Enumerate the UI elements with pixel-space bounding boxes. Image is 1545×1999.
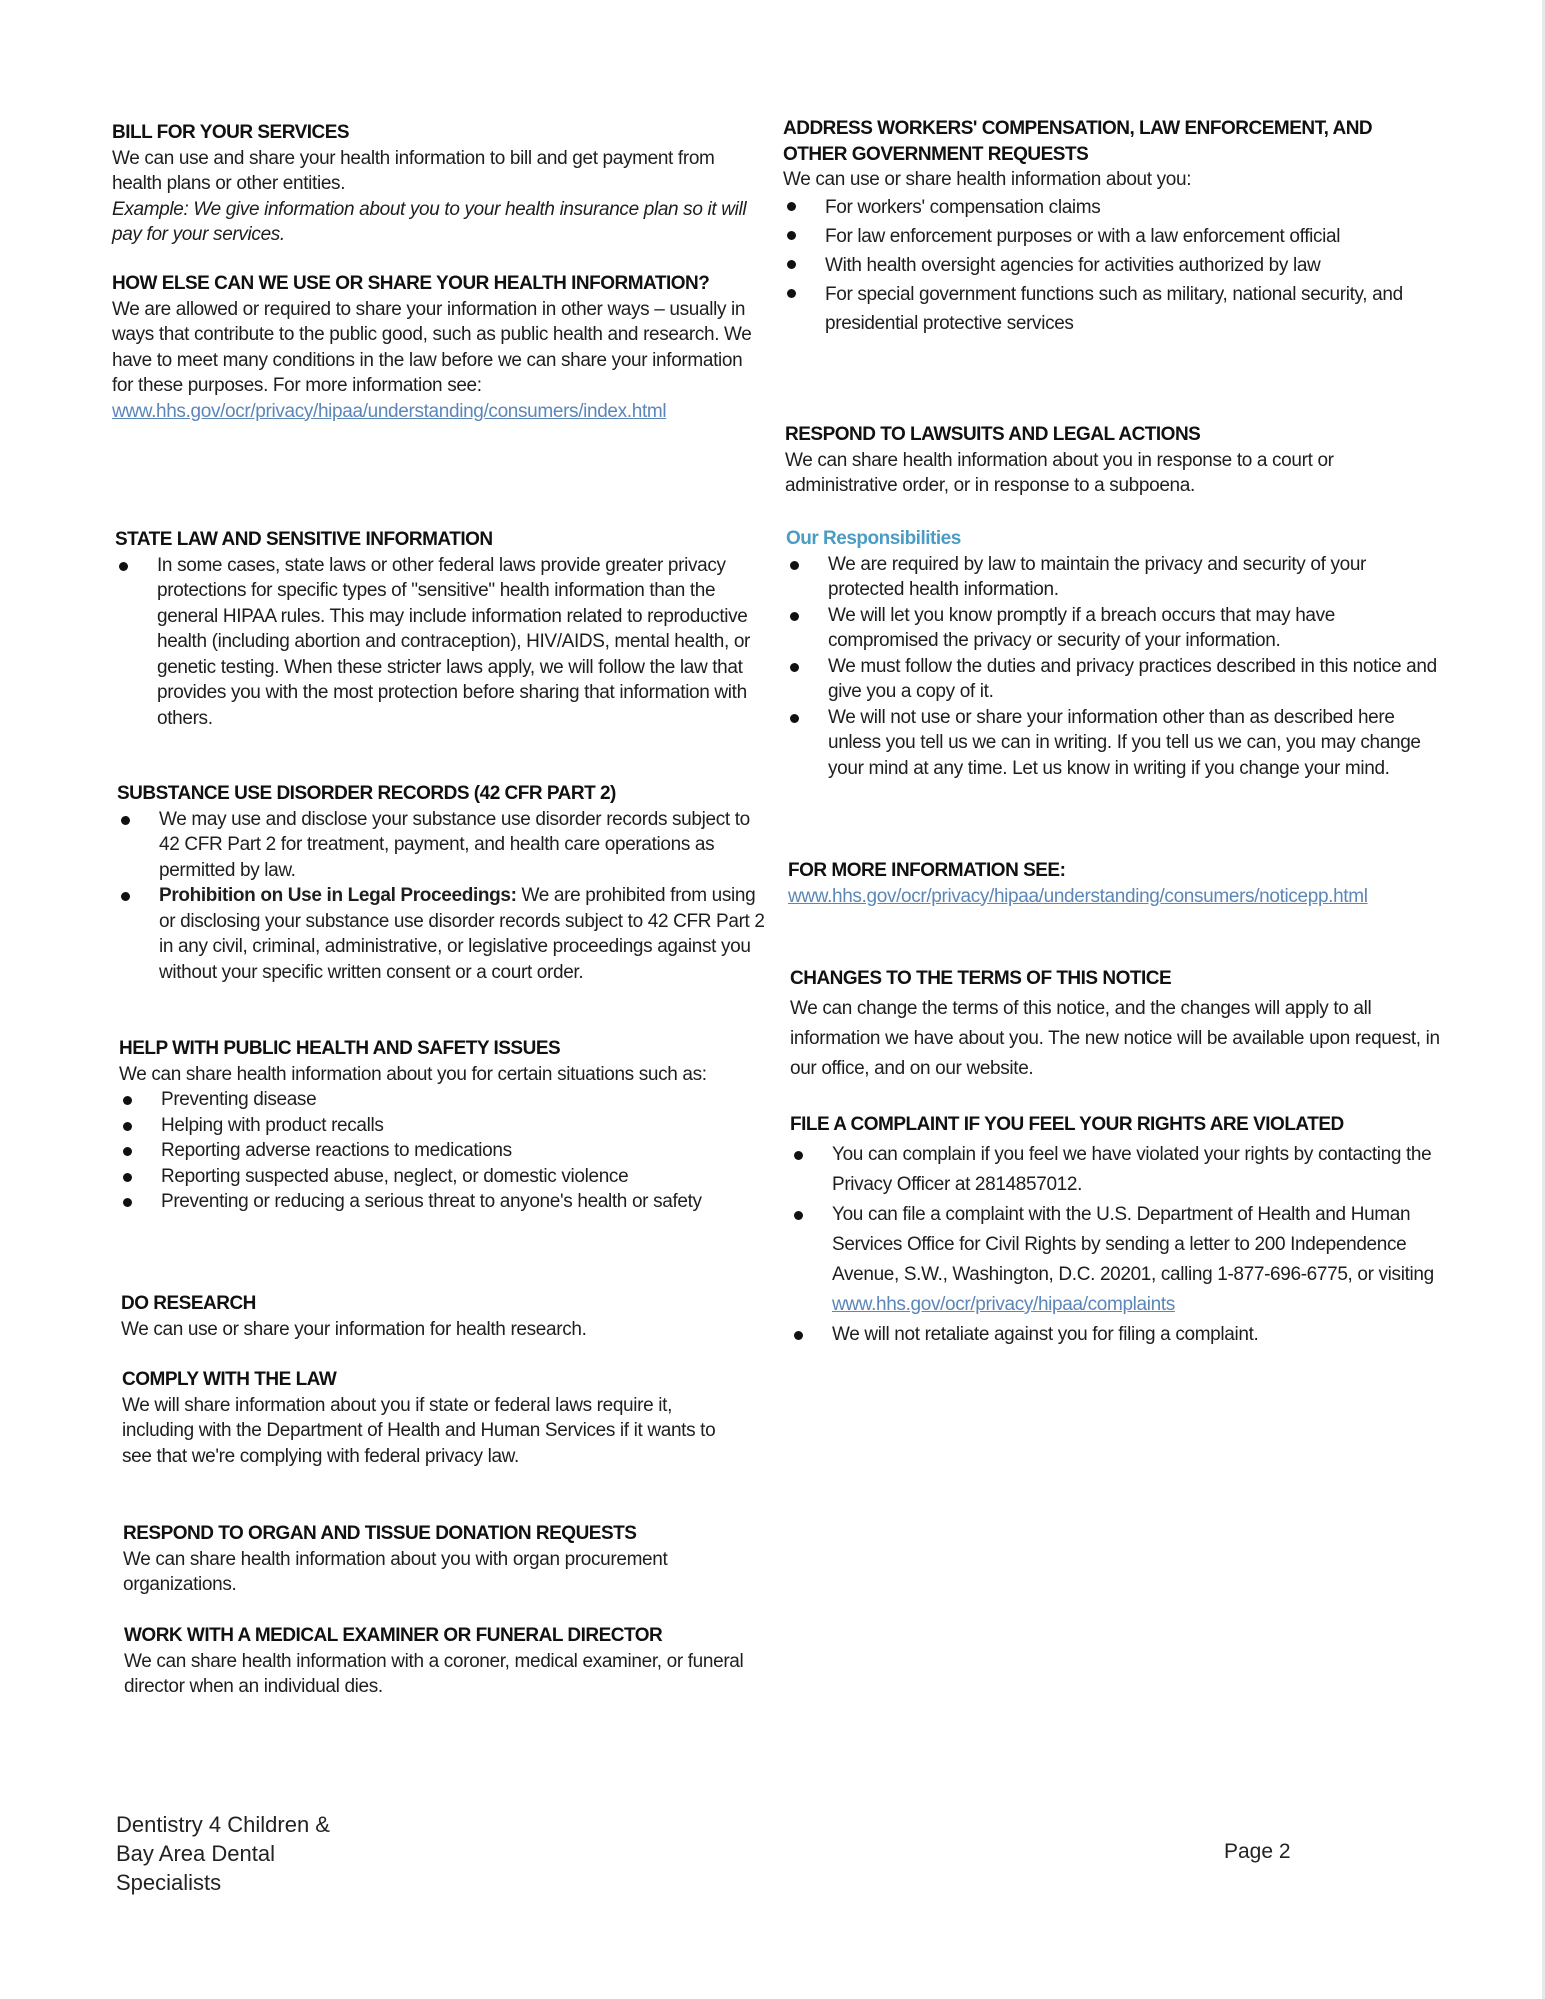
- section-state-law: [115, 527, 765, 731]
- list-item: [786, 603, 1441, 654]
- section-text: We are allowed or required to share your information in other ways – usually in ways that contribute to the public good, such as public health and research. We have to meet many conditions in the law before we can share your information for these purposes. For more information see:: [112, 298, 752, 396]
- list-item: [115, 553, 765, 732]
- section-heading: FOR MORE INFORMATION SEE:: [788, 860, 1066, 881]
- bullet-icon: [787, 260, 796, 269]
- list-item: [119, 1138, 769, 1164]
- section-text: We will share information about you if state or federal laws require it, including with the Department of Health and Human Services if it wants to see that we're complying with federal privacy law.: [122, 1394, 716, 1467]
- section-public-health: [119, 1036, 769, 1215]
- section-more-info: [788, 858, 1443, 909]
- list-item-text: Reporting adverse reactions to medications: [161, 1140, 512, 1161]
- bullet-icon: [794, 1211, 803, 1220]
- bullet-icon: [121, 892, 130, 901]
- bullet-icon: [123, 1122, 132, 1131]
- list-item-text: Helping with product recalls: [161, 1114, 384, 1136]
- section-bill: [112, 120, 762, 248]
- bullet-icon: [790, 663, 799, 672]
- section-heading: SUBSTANCE USE DISORDER RECORDS (42 CFR PART 2): [117, 783, 616, 804]
- hhs-consumers-link[interactable]: www.hhs.gov/ocr/privacy/hipaa/understanding/consumers/index.html: [112, 400, 667, 422]
- practice-name-line: Specialists: [116, 1870, 222, 1895]
- bullet-icon: [794, 1151, 803, 1160]
- hhs-complaints-link[interactable]: www.hhs.gov/ocr/privacy/hipaa/complaints: [832, 1294, 1175, 1315]
- list-item-text: We will not use or share your information other than as described here unless you tell us we can in writing. If you tell us we can, you may change your mind at any time. Let us know in writing if you change your mind.: [828, 706, 1421, 779]
- list-item: [119, 1164, 769, 1190]
- bullet-icon: [123, 1096, 132, 1105]
- list-item: [790, 1200, 1445, 1320]
- bullet-icon: [119, 562, 128, 571]
- section-heading: HELP WITH PUBLIC HEALTH AND SAFETY ISSUES: [119, 1038, 561, 1059]
- practice-name: [116, 1810, 330, 1897]
- bullet-icon: [790, 561, 799, 570]
- section-heading: CHANGES TO THE TERMS OF THIS NOTICE: [790, 968, 1172, 989]
- section-complaint: [790, 1110, 1445, 1350]
- list-item: [117, 807, 767, 884]
- list-item: [783, 193, 1438, 222]
- page-number: Page 2: [1224, 1840, 1291, 1863]
- list-item: [119, 1113, 769, 1139]
- practice-name-line: Dentistry 4 Children &: [116, 1812, 330, 1837]
- list-item: [119, 1189, 769, 1215]
- section-workers-comp: [783, 116, 1438, 338]
- bullet-icon: [787, 231, 796, 240]
- bold-lead: Prohibition on Use in Legal Proceedings:: [159, 885, 517, 906]
- section-heading: Our Responsibilities: [786, 528, 961, 549]
- list-item: [786, 654, 1441, 705]
- section-heading: WORK WITH A MEDICAL EXAMINER OR FUNERAL DIRECTOR: [124, 1625, 663, 1646]
- list-item-text: In some cases, state laws or other federal laws provide greater privacy protections for specific types of "sensitive" health information than the general HIPAA rules. This may include information related to reproductive health (including abortion and contraception), HIV/AIDS, mental health, or genetic testing. When these stricter laws apply, we will follow the law that provides you with the most protection before sharing that information with others.: [157, 554, 751, 729]
- section-text: We can share health information about you in response to a court or administrative order, or in response to a subpoena.: [785, 449, 1334, 496]
- bullet-icon: [121, 816, 130, 825]
- practice-name-line: Bay Area Dental: [116, 1841, 275, 1866]
- section-changes: [790, 964, 1445, 1084]
- section-research: [121, 1291, 771, 1342]
- section-heading: ADDRESS WORKERS' COMPENSATION, LAW ENFORCEMENT, AND OTHER GOVERNMENT REQUESTS: [783, 118, 1373, 165]
- list-item-text: For law enforcement purposes or with a law enforcement official: [825, 225, 1341, 247]
- list-item-text: We are required by law to maintain the privacy and security of your protected health information.: [828, 553, 1367, 600]
- section-text: We can use or share your information for health research.: [121, 1318, 587, 1340]
- list-item: [783, 280, 1438, 338]
- list-item-text: Reporting suspected abuse, neglect, or domestic violence: [161, 1165, 629, 1187]
- section-heading: RESPOND TO LAWSUITS AND LEGAL ACTIONS: [785, 424, 1201, 445]
- section-heading: HOW ELSE CAN WE USE OR SHARE YOUR HEALTH INFORMATION?: [112, 273, 710, 294]
- list-item-text: We will not retaliate against you for filing a complaint.: [832, 1324, 1259, 1345]
- section-lawsuits: [785, 422, 1440, 499]
- section-text: We can share health information about you with organ procurement organizations.: [123, 1548, 668, 1595]
- section-how-else: [112, 271, 762, 424]
- list-item: [783, 251, 1438, 280]
- section-heading: BILL FOR YOUR SERVICES: [112, 122, 350, 143]
- list-item-text: We are prohibited from using or disclosing your substance use disorder records subject to 42 CFR Part 2 in any civil, criminal, administrative, or legislative proceedings against you without your specific written consent or a court order.: [159, 885, 765, 983]
- bullet-icon: [123, 1198, 132, 1207]
- list-item-text: We may use and disclose your substance use disorder records subject to 42 CFR Part 2 for treatment, payment, and health care operations as permitted by law.: [159, 808, 750, 881]
- bullet-icon: [790, 714, 799, 723]
- list-item: [786, 552, 1441, 603]
- bullet-icon: [123, 1147, 132, 1156]
- section-text: We can change the terms of this notice, and the changes will apply to all information we have about you. The new notice will be available upon request, in our office, and on our website.: [790, 998, 1440, 1079]
- list-item: [790, 1320, 1445, 1350]
- section-heading: COMPLY WITH THE LAW: [122, 1369, 337, 1390]
- list-item-text: You can complain if you feel we have violated your rights by contacting the Privacy Officer at 2814857012.: [832, 1144, 1432, 1195]
- list-item: [783, 222, 1438, 251]
- list-item-text: You can file a complaint with the U.S. Department of Health and Human Services Office for Civil Rights by sending a letter to 200 Independence Avenue, S.W., Washington, D.C. 20201, calling 1-877-696-6775, or visiting: [832, 1204, 1434, 1285]
- bullet-icon: [123, 1173, 132, 1182]
- bullet-icon: [787, 202, 796, 211]
- list-item-text: For special government functions such as military, national security, and presidential protective services: [825, 283, 1403, 334]
- section-responsibilities: [786, 526, 1441, 781]
- section-heading: DO RESEARCH: [121, 1293, 256, 1314]
- list-item-text: Preventing disease: [161, 1089, 317, 1110]
- list-item-text: We will let you know promptly if a breach occurs that may have compromised the privacy or security of your information.: [828, 604, 1336, 651]
- section-heading: FILE A COMPLAINT IF YOU FEEL YOUR RIGHTS ARE VIOLATED: [790, 1114, 1344, 1135]
- example-text: Example: We give information about you to your health insurance plan so it will pay for your services.: [112, 198, 747, 245]
- section-text: We can share health information about you for certain situations such as:: [119, 1063, 707, 1085]
- section-comply: [122, 1367, 742, 1469]
- section-heading: STATE LAW AND SENSITIVE INFORMATION: [115, 529, 493, 550]
- section-heading: RESPOND TO ORGAN AND TISSUE DONATION REQUESTS: [123, 1523, 637, 1544]
- section-medical-examiner: [124, 1623, 744, 1700]
- section-text: We can share health information with a coroner, medical examiner, or funeral director when an individual dies.: [124, 1650, 744, 1697]
- list-item: [117, 883, 767, 985]
- list-item: [786, 705, 1441, 782]
- bullet-icon: [794, 1331, 803, 1340]
- section-organ-donation: [123, 1521, 743, 1598]
- hhs-notice-link[interactable]: www.hhs.gov/ocr/privacy/hipaa/understanding/consumers/noticepp.html: [788, 885, 1368, 907]
- list-item-text: Preventing or reducing a serious threat to anyone's health or safety: [161, 1191, 702, 1212]
- list-item-text: With health oversight agencies for activities authorized by law: [825, 254, 1321, 276]
- bullet-icon: [790, 612, 799, 621]
- list-item: [119, 1087, 769, 1113]
- list-item-text: For workers' compensation claims: [825, 196, 1101, 218]
- section-text: We can use or share health information about you:: [783, 169, 1192, 190]
- list-item: [790, 1140, 1445, 1200]
- section-text: We can use and share your health information to bill and get payment from health plans or other entities.: [112, 147, 715, 194]
- section-substance-use: [117, 781, 767, 985]
- bullet-icon: [787, 289, 796, 298]
- list-item-text: We must follow the duties and privacy practices described in this notice and give you a copy of it.: [828, 655, 1437, 702]
